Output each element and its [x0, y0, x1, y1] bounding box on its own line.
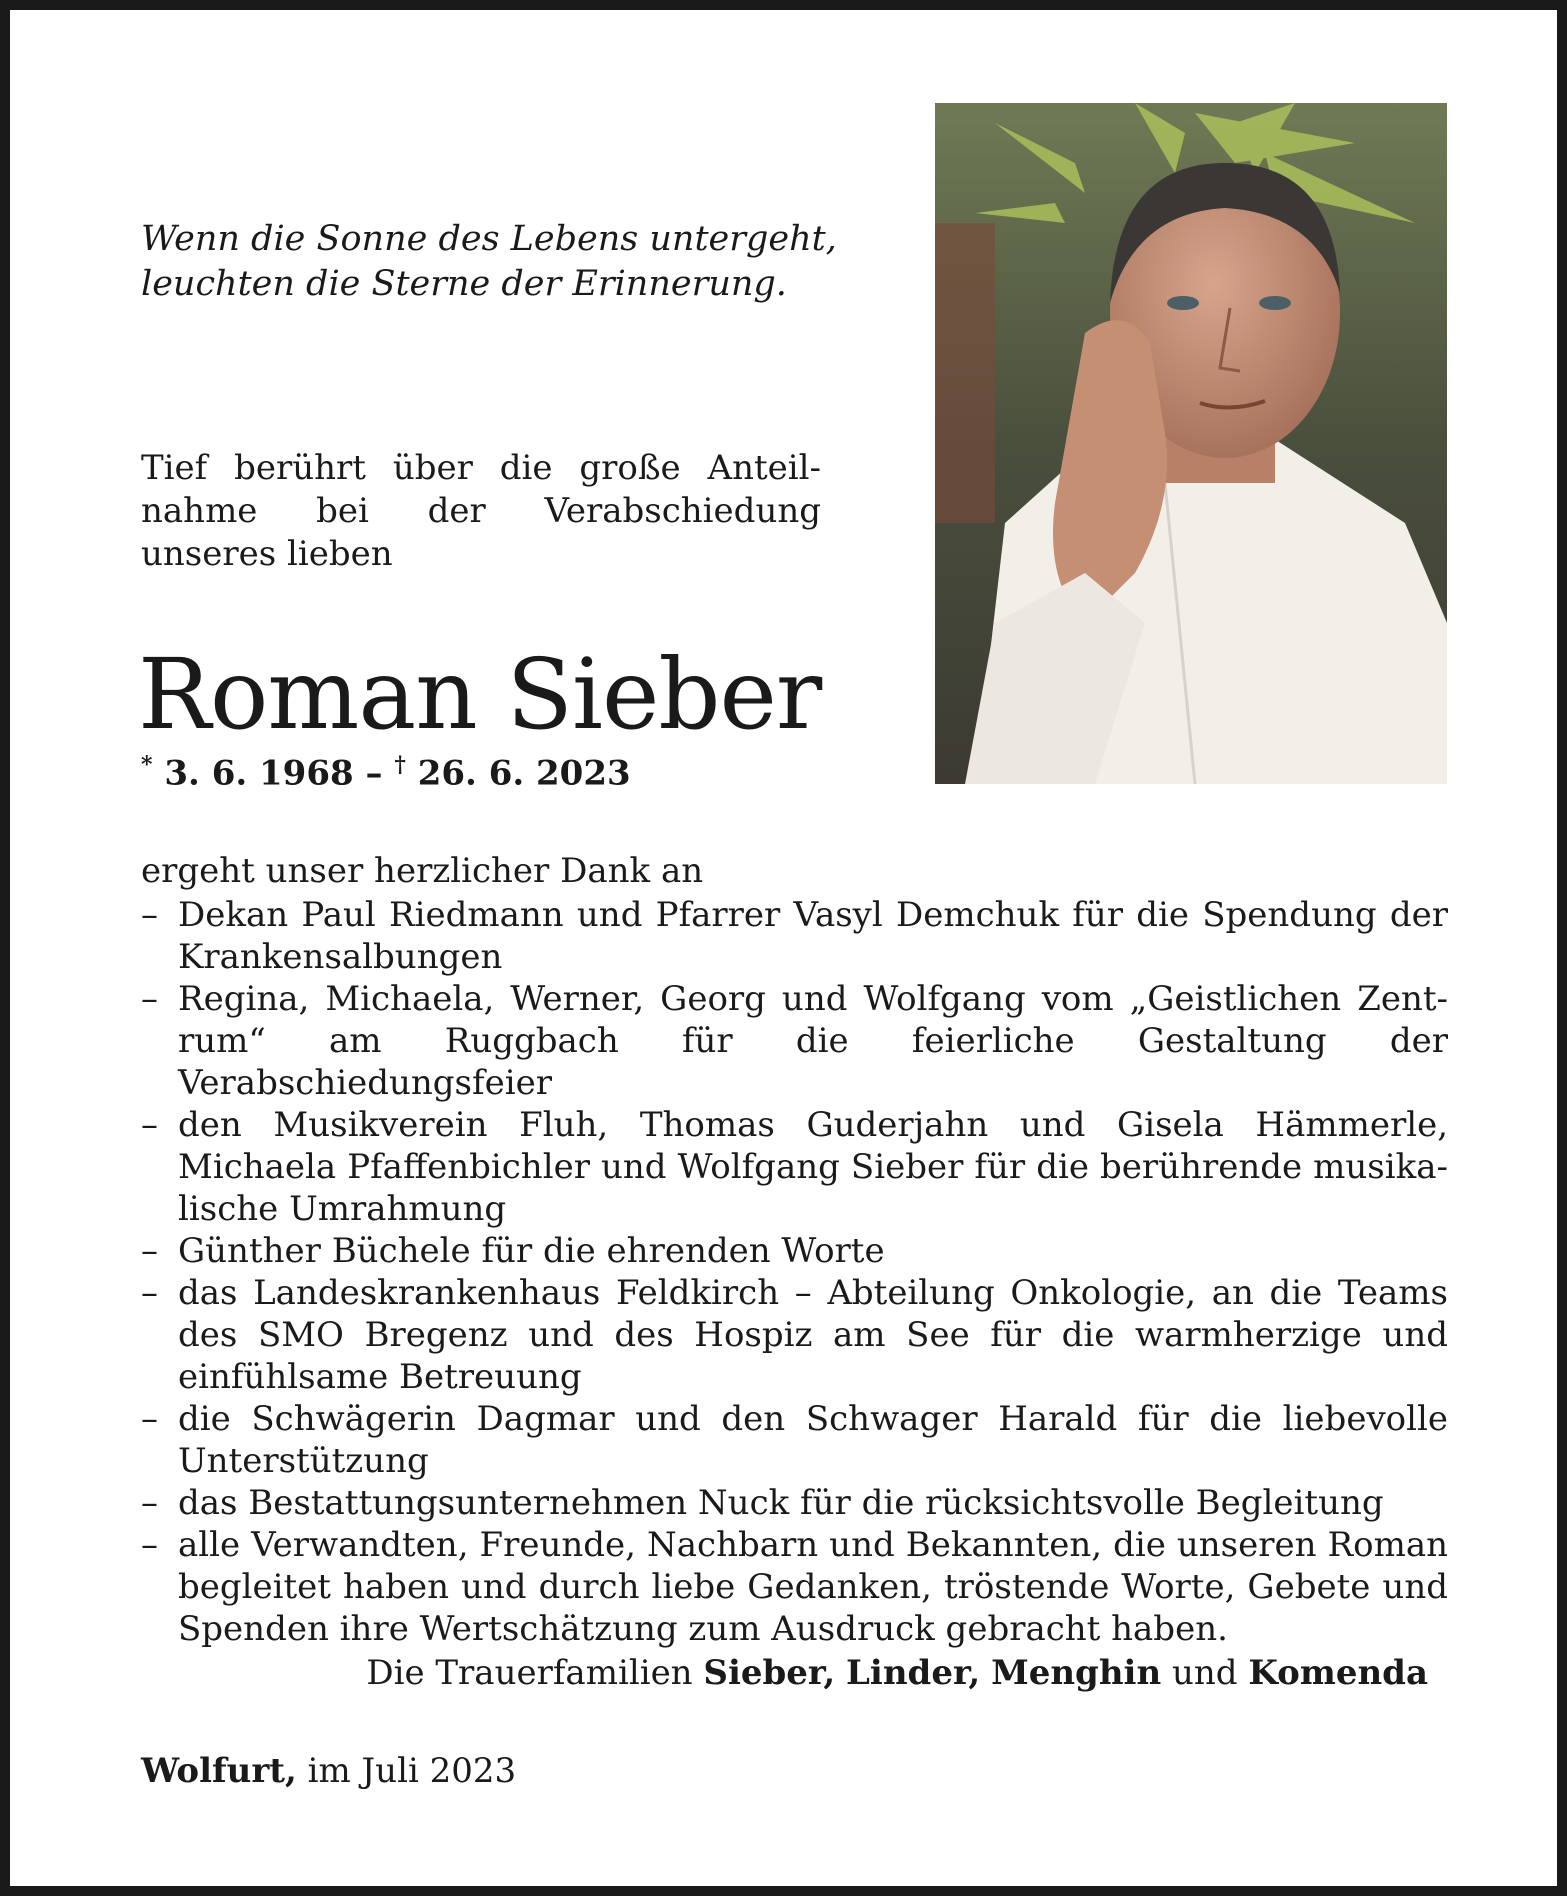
list-item-text: das Bestattungsunternehmen Nuck für die rücksichtsvolle Begleitung	[178, 1483, 1384, 1523]
birth-date: 3. 6. 1968	[164, 753, 354, 794]
signature-conjunction: und	[1172, 1653, 1238, 1693]
list-dash: –	[141, 895, 158, 935]
family-name: Komenda	[1248, 1653, 1428, 1693]
list-item	[141, 894, 1448, 978]
family-name: Sieber,	[703, 1653, 836, 1693]
birth-symbol: *	[141, 752, 153, 778]
list-dash: –	[141, 1483, 158, 1523]
quote-line-1: Wenn die Sonne des Lebens untergeht,	[141, 219, 837, 259]
thanks-list	[141, 894, 1448, 1650]
list-item	[141, 1398, 1448, 1482]
date-separator: –	[365, 753, 383, 794]
list-item	[141, 1104, 1448, 1230]
place-month: im Juli 2023	[307, 1751, 517, 1791]
deceased-name: Roman Sieber	[138, 638, 822, 751]
list-item	[141, 1524, 1448, 1650]
place-town: Wolfurt,	[141, 1751, 297, 1791]
list-item-text: Günther Büchele für die ehrenden Worte	[178, 1231, 885, 1271]
list-dash: –	[141, 1399, 158, 1439]
list-dash: –	[141, 1525, 158, 1565]
list-dash: –	[141, 1105, 158, 1145]
list-dash: –	[141, 1231, 158, 1271]
memorial-quote	[141, 217, 841, 307]
place-date	[141, 1751, 516, 1791]
death-date: 26. 6. 2023	[417, 753, 631, 794]
family-name: Menghin	[991, 1653, 1162, 1693]
portrait-photo	[935, 103, 1447, 784]
family-name: Linder,	[846, 1653, 981, 1693]
intro-text: Tief berührt über die große Anteilnahme bei der Verabschiedung unseres lieben	[141, 448, 821, 574]
list-item-text: alle Verwandten, Freunde, Nachbarn und Bekannten, die unseren Roman begleitet haben und durch liebe Gedanken, tröstende Worte, Gebete und Spenden ihre Wertschätzung zum Ausdruck gebracht haben.	[178, 1525, 1448, 1649]
thanks-intro: ergeht unser herzlicher Dank an	[141, 851, 704, 891]
death-symbol: †	[394, 752, 406, 778]
list-item-text: Dekan Paul Riedmann und Pfarrer Vasyl Demchuk für die Spendung der Krankensalbungen	[178, 895, 1448, 977]
list-item	[141, 1272, 1448, 1398]
portrait-photo-icon	[935, 103, 1447, 784]
list-item	[141, 978, 1448, 1104]
list-item-text: Regina, Michaela, Werner, Georg und Wolfgang vom „Geistlichen Zentrum“ am Ruggbach für die feierliche Gestaltung der Verabschiedungsfeier	[178, 979, 1448, 1103]
list-item	[141, 1230, 1448, 1272]
life-dates	[141, 752, 631, 793]
list-dash: –	[141, 979, 158, 1019]
quote-line-2: leuchten die Sterne der Erinnerung.	[141, 264, 787, 304]
list-item-text: das Landeskrankenhaus Feldkirch – Abteilung Onkologie, an die Teams des SMO Bregenz und des Hospiz am See für die warmherzige und einfühlsame Betreuung	[178, 1273, 1448, 1397]
list-dash: –	[141, 1273, 158, 1313]
list-item-text: den Musikverein Fluh, Thomas Guderjahn und Gisela Hämmerle, Michaela Pfaffenbichler und Wolfgang Sieber für die berührende musikalische Umrahmung	[178, 1105, 1448, 1229]
family-signature	[366, 1653, 1428, 1693]
list-item	[141, 1482, 1448, 1524]
signature-prefix: Die Trauerfamilien	[366, 1653, 693, 1693]
list-item-text: die Schwägerin Dagmar und den Schwager Harald für die liebevolle Unterstützung	[178, 1399, 1448, 1481]
